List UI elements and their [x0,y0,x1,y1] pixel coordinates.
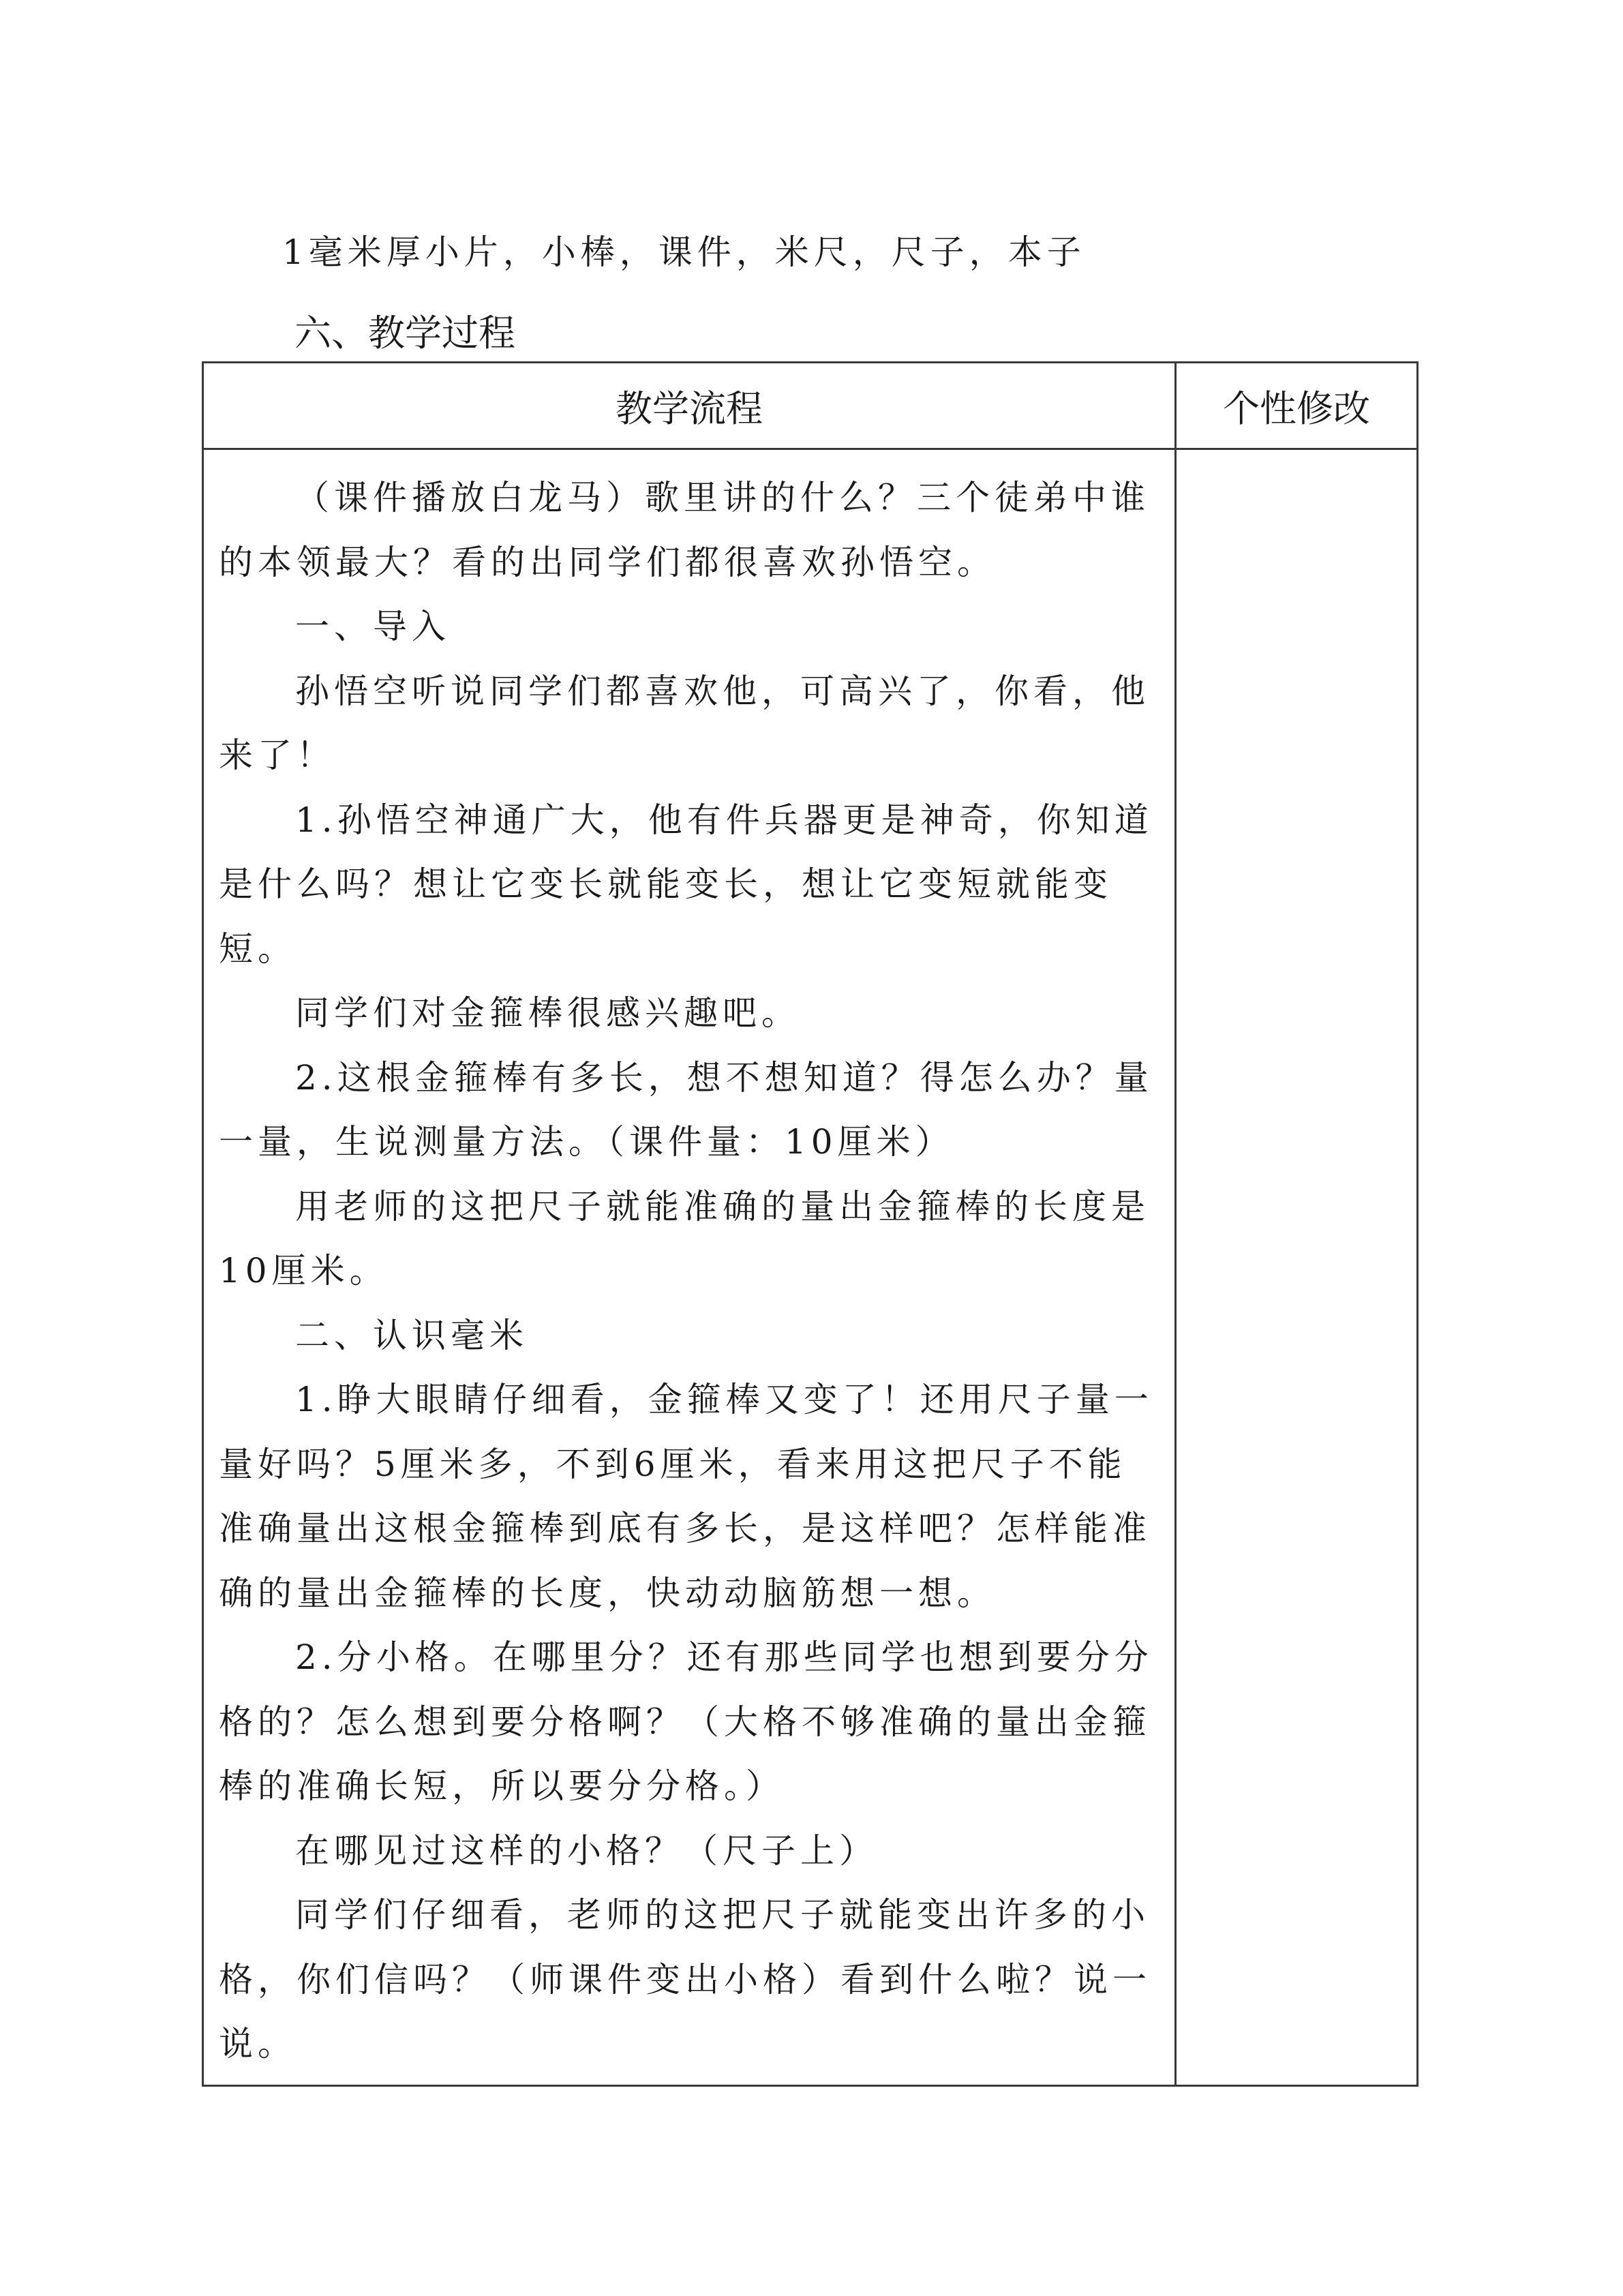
paragraph-measure-length: 2.这根金箍棒有多长，想不想知道？得怎么办？量一量，生说测量方法。（课件量：10厘米） [219,1057,1153,1162]
paragraph-heading-millimeter: 二、认识毫米 [295,1315,528,1355]
paragraph-observe-change: 1.睁大眼睛仔细看，金箍棒又变了！还用尺子量一量好吗？5厘米多，不到6厘米，看来用这把尺子不能准确量出这根金箍棒到底有多长，是这样吧？怎样能准确的量出金箍棒的长度，快动动脑筋想一想。 [219,1380,1153,1613]
teaching-flow-content [219,466,1159,2076]
paragraph-interest: 同学们对金箍棒很感兴趣吧。 [295,993,800,1033]
paragraph-heading-introduction: 一、导入 [295,607,451,646]
header-teaching-flow: 教学流程 [616,387,763,430]
teaching-process-table [202,361,1419,2087]
personal-edit-cell [1177,450,1416,2085]
paragraph-wukong-arrives: 孙悟空听说同学们都喜欢他，可高兴了，你看，他来了！ [219,671,1150,775]
paragraph-divide-grids: 2.分小格。在哪里分？还有那些同学也想到要分分格的？怎么想到要分格啊？（大格不够准确的量出金箍棒的准确长短，所以要分分格。） [219,1637,1153,1806]
paragraph-ruler-grids: 同学们仔细看，老师的这把尺子就能变出许多的小格，你们信吗？（师课件变出小格）看到什么啦？说一说。 [219,1895,1151,2064]
paragraph-ruler-result: 用老师的这把尺子就能准确的量出金箍棒的长度是10厘米。 [219,1186,1150,1290]
materials-line: 1毫米厚小片，小棒，课件，米尺，尺子，本子 [282,232,1086,272]
header-personal-edit: 个性修改 [1223,387,1370,430]
paragraph-intro-question: （课件播放白龙马）歌里讲的什么？三个徒弟中谁的本领最大？看的出同学们都很喜欢孙悟空。 [219,478,1150,582]
paragraph-where-grids: 在哪见过这样的小格？（尺子上） [295,1830,878,1871]
section-heading: 六、教学过程 [294,312,515,354]
paragraph-magic-weapon: 1.孙悟空神通广大，他有件兵器更是神奇，你知道是什么吗？想让它变长就能变长，想让它变短就能变短。 [219,800,1153,969]
